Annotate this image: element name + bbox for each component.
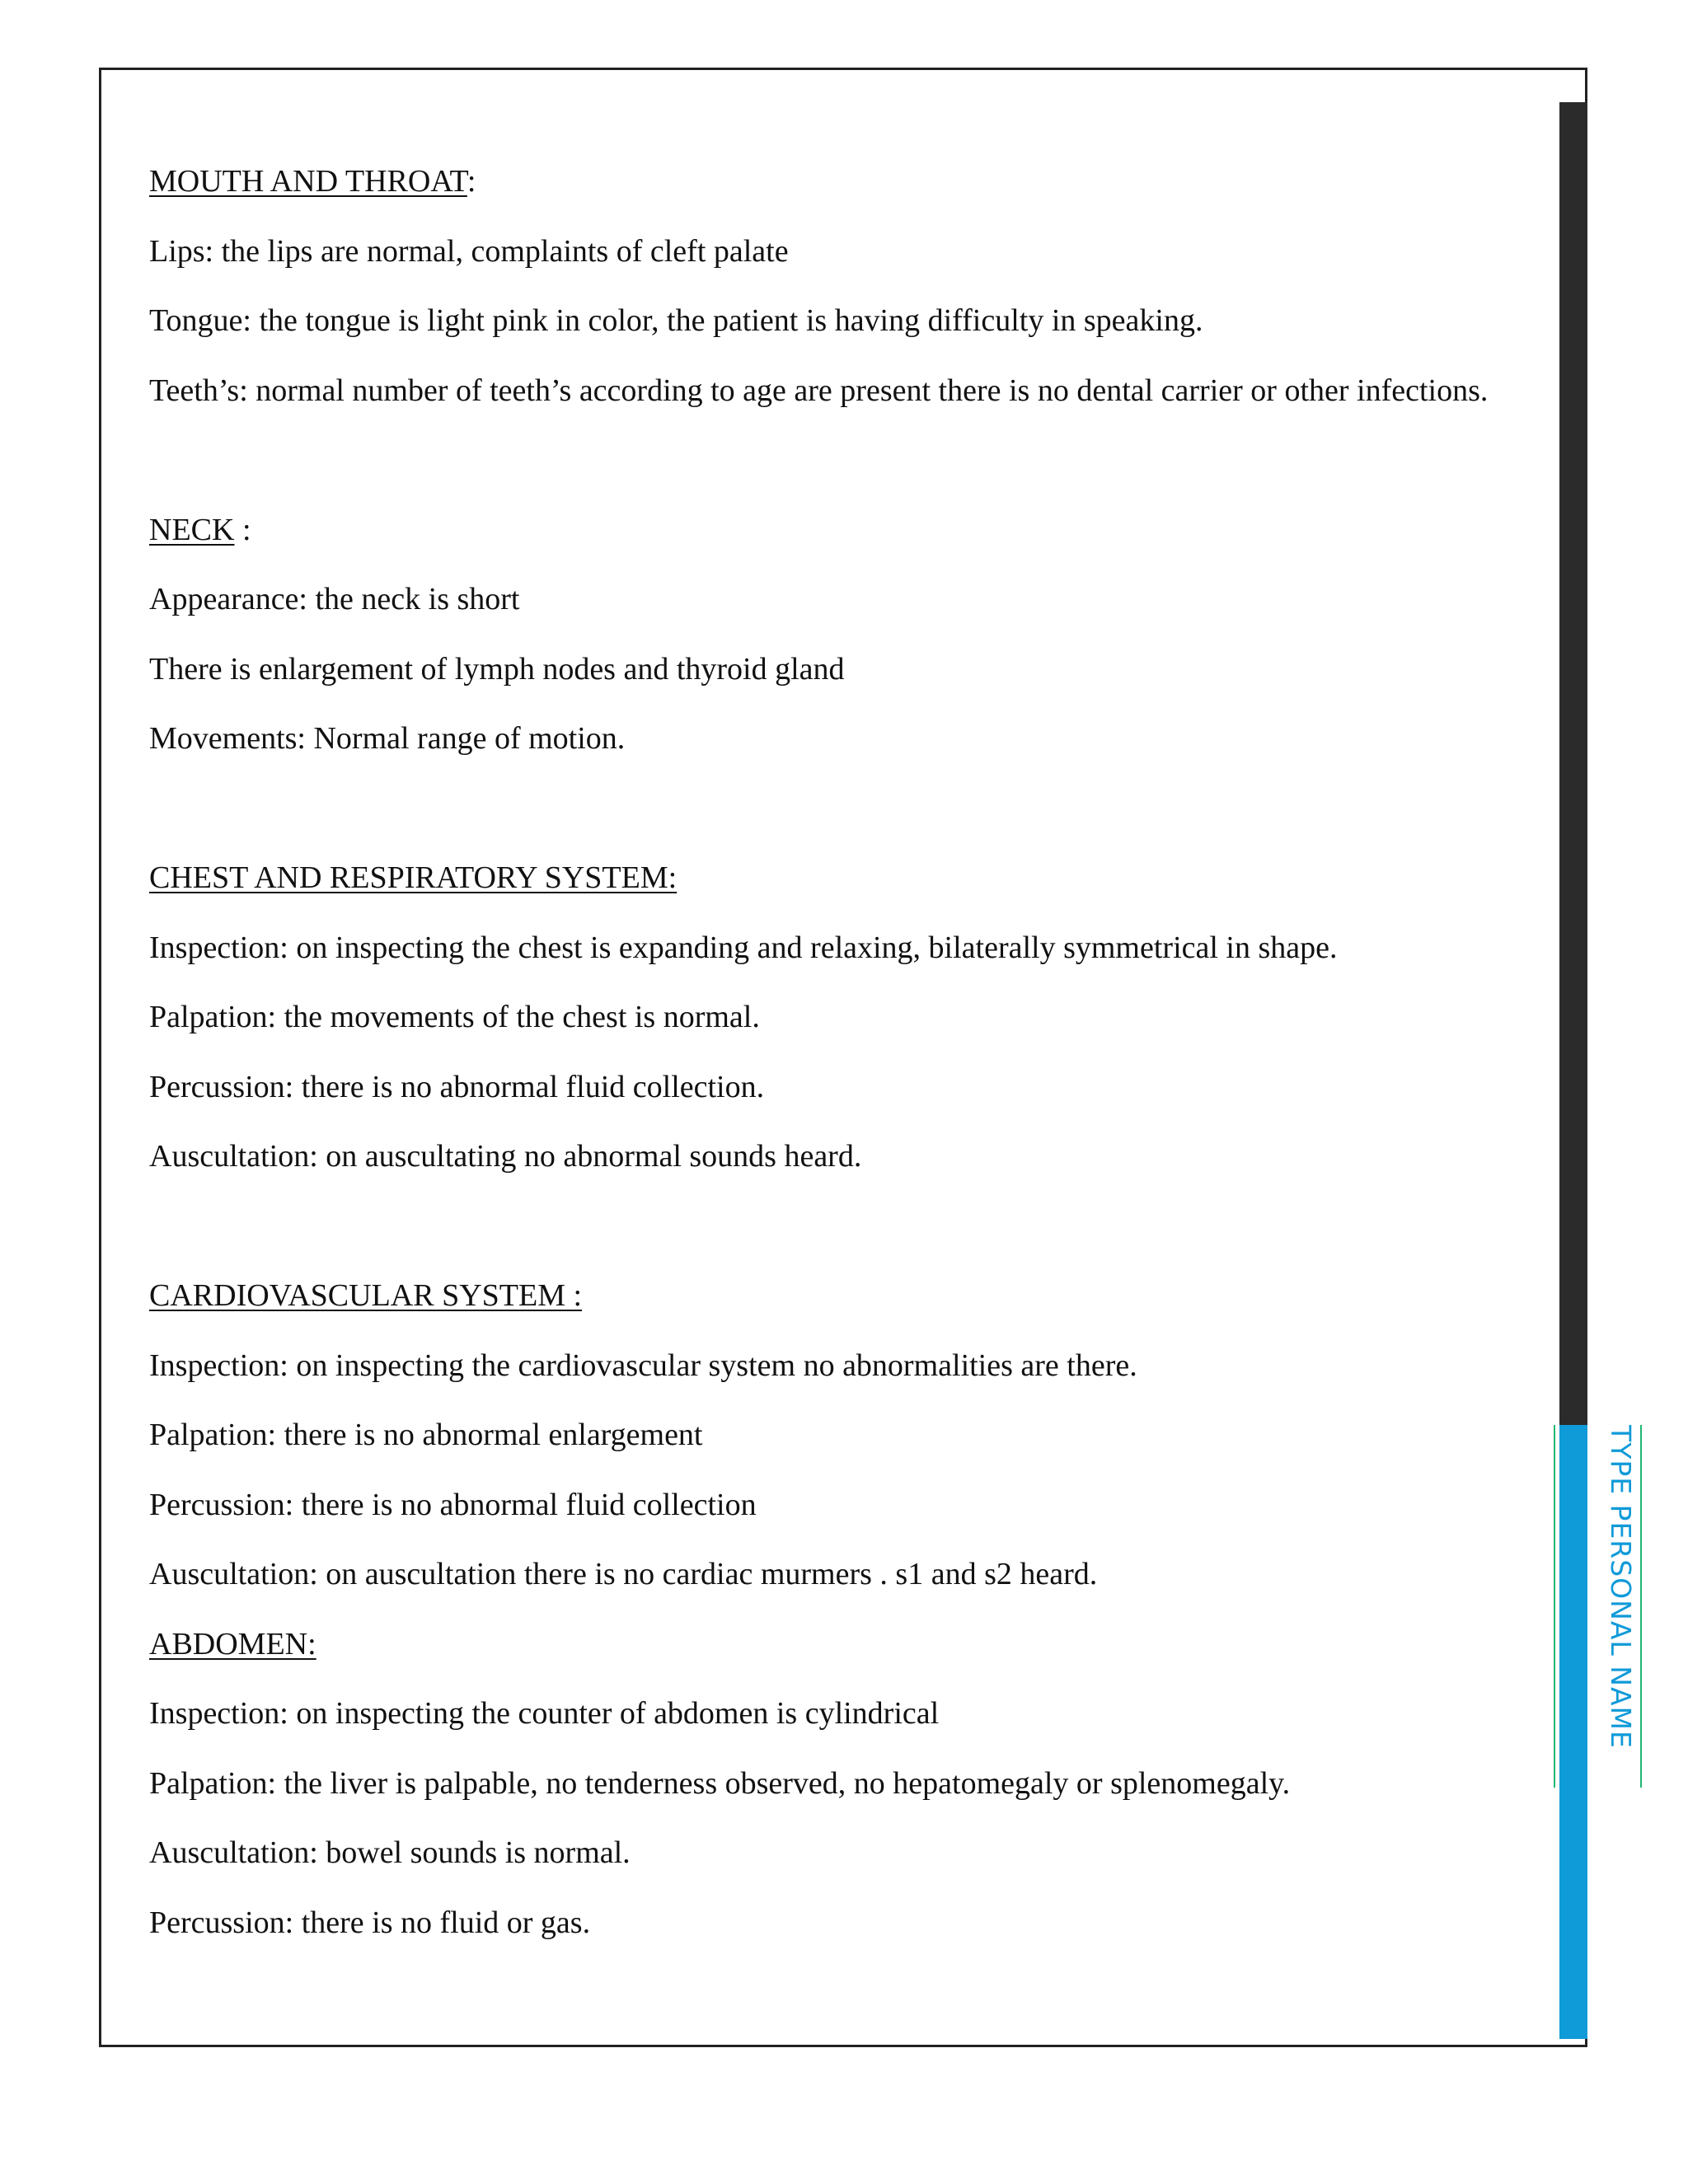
text-line-lips: Lips: the lips are normal, complaints of cleft palate — [149, 233, 789, 269]
text-line-cardio-auscultation: Auscultation: on auscultation there is no cardiac murmers . s1 and s2 heard. — [149, 1557, 1098, 1591]
section-heading-abdomen — [149, 1610, 1550, 1680]
heading-text: NECK — [149, 512, 235, 547]
heading-suffix: : — [234, 512, 251, 547]
heading-text: MOUTH AND THROAT — [149, 164, 467, 199]
section-heading-chest — [149, 843, 1550, 913]
heading-text: CHEST AND RESPIRATORY SYSTEM: — [149, 860, 678, 895]
heading-text: ABDOMEN: — [149, 1626, 316, 1661]
side-line-left — [1554, 1425, 1555, 1788]
text-line-chest-auscultation: Auscultation: on auscultating no abnormal sounds heard. — [149, 1139, 862, 1174]
blank-line — [149, 774, 1550, 844]
blank-line — [149, 1192, 1550, 1262]
heading-suffix: : — [467, 164, 476, 199]
section-heading-mouth-throat — [149, 147, 1550, 217]
side-bar-dark — [1559, 102, 1587, 1425]
section-heading-neck — [149, 495, 1550, 565]
text-line-abdomen-auscultation: Auscultation: bowel sounds is normal. — [149, 1835, 631, 1870]
section-heading-cardiovascular — [149, 1261, 1550, 1331]
side-personal-name: TYPE PERSONAL NAME — [1605, 1425, 1637, 1749]
document-body — [149, 147, 1550, 1957]
text-line-chest-percussion: Percussion: there is no abnormal fluid collection. — [149, 1069, 765, 1104]
text-line-teeth: Teeth’s: normal number of teeth’s according to age are present there is no dental carrier or other infections. — [149, 373, 1489, 408]
text-line-lymph-nodes: There is enlargement of lymph nodes and thyroid gland — [149, 651, 845, 687]
side-bar-accent — [1559, 1425, 1587, 2039]
text-line-abdomen-percussion: Percussion: there is no fluid or gas. — [149, 1905, 591, 1940]
blank-line — [149, 425, 1550, 495]
text-line-cardio-percussion: Percussion: there is no abnormal fluid collection — [149, 1487, 757, 1522]
text-line-cardio-inspection: Inspection: on inspecting the cardiovascular system no abnormalities are there. — [149, 1347, 1137, 1383]
text-line-appearance: Appearance: the neck is short — [149, 582, 520, 616]
side-line-right — [1640, 1425, 1642, 1788]
heading-text: CARDIOVASCULAR SYSTEM : — [149, 1278, 583, 1313]
text-line-tongue: Tongue: the tongue is light pink in color, the patient is having difficulty in speaking. — [149, 303, 1203, 338]
text-line-movements: Movements: Normal range of motion. — [149, 721, 626, 756]
text-line-chest-inspection: Inspection: on inspecting the chest is expanding and relaxing, bilaterally symmetrical in shape. — [149, 930, 1338, 965]
text-line-abdomen-inspection: Inspection: on inspecting the counter of abdomen is cylindrical — [149, 1696, 940, 1731]
text-line-cardio-palpation: Palpation: there is no abnormal enlargement — [149, 1418, 703, 1452]
text-line-chest-palpation: Palpation: the movements of the chest is normal. — [149, 1000, 760, 1034]
text-line-abdomen-palpation: Palpation: the liver is palpable, no tenderness observed, no hepatomegaly or splenomegaly. — [149, 1765, 1291, 1801]
